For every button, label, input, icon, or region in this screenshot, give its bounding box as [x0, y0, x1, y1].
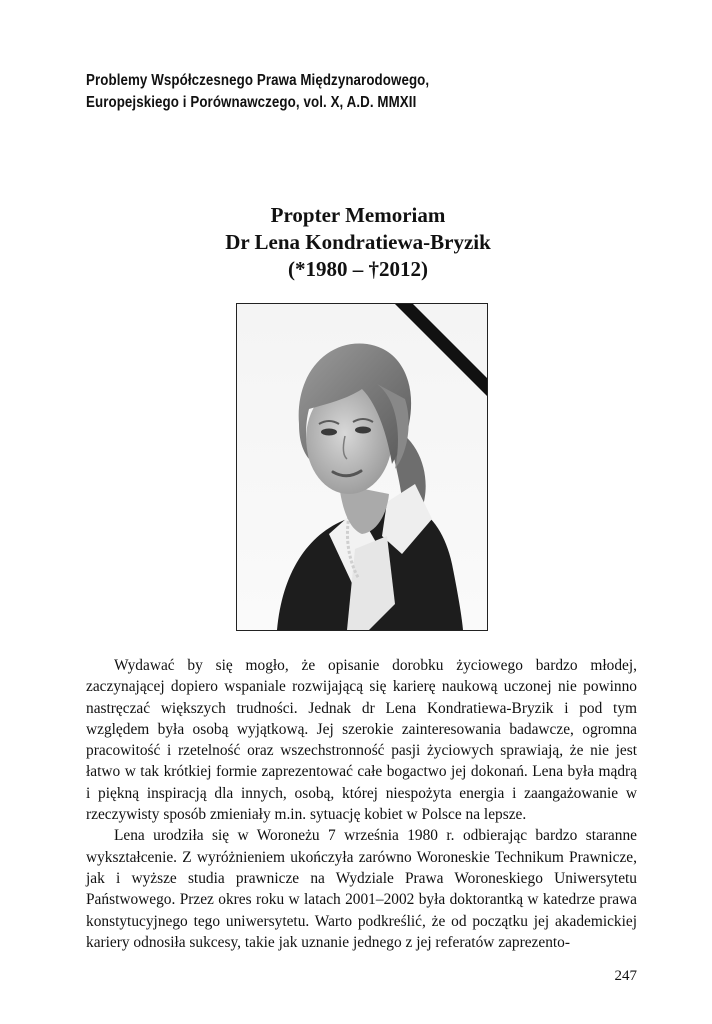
- article-body: [86, 655, 637, 953]
- title-line-2: Dr Lena Kondratiewa-Bryzik: [225, 230, 491, 254]
- running-head: [86, 70, 568, 114]
- paragraph-2: Lena urodziła się w Woroneżu 7 września 1980 r. odbierając bardzo staranne wykształcenie. Z wyróżnieniem ukończyła zarówno Woroneskie Technikum Prawnicze, jak i wyższe studia prawnicze na Wydziale Prawa Woroneskiego Uniwersytetu Państwowego. Przez okres roku w latach 2001–2002 była doktorantką w katedrze prawa konstytucyjnego tego uniwersytetu. Warto podkreślić, że od początku jej akademickiej kariery odnosiła sukcesy, takie jak uznanie jednego z jej referatów zaprezento-: [86, 827, 637, 951]
- portrait-illustration: [237, 304, 487, 630]
- journal-title-line-1: Problemy Współczesnego Prawa Międzynarodowego,: [86, 72, 430, 89]
- page-number: 247: [614, 968, 637, 984]
- title-line-3: (*1980 – †2012): [288, 257, 428, 281]
- article-title: [0, 202, 712, 283]
- title-line-1: Propter Memoriam: [270, 203, 446, 227]
- memorial-portrait-photo: [236, 303, 488, 631]
- paragraph-1: Wydawać by się mogło, że opisanie dorobku życiowego bardzo młodej, zaczynającej dopiero wspaniale rozwijającą się karierę naukową uczonej nie powinno nastręczać większych trudności. Jednak dr Lena Kondratiewa-Bryzik i pod tym względem była osobą wyjątkową. Jej szerokie zainteresowania badawcze, ogromna pracowitość i rzetelność oraz wszechstronność pasji życiowych sprawiają, że nie jest łatwo w tak krótkiej formie zaprezentować całe bogactwo jej dokonań. Lena była mądrą i piękną inspiracją dla innych, osobą, której niespożyta energia i zaangażowanie w rzeczywisty sposób zmieniały m.in. sytuację kobiet w Polsce na lepsze.: [86, 657, 637, 824]
- journal-title-line-2: Europejskiego i Porównawczego, vol. X, A.D. MMXII: [86, 94, 417, 111]
